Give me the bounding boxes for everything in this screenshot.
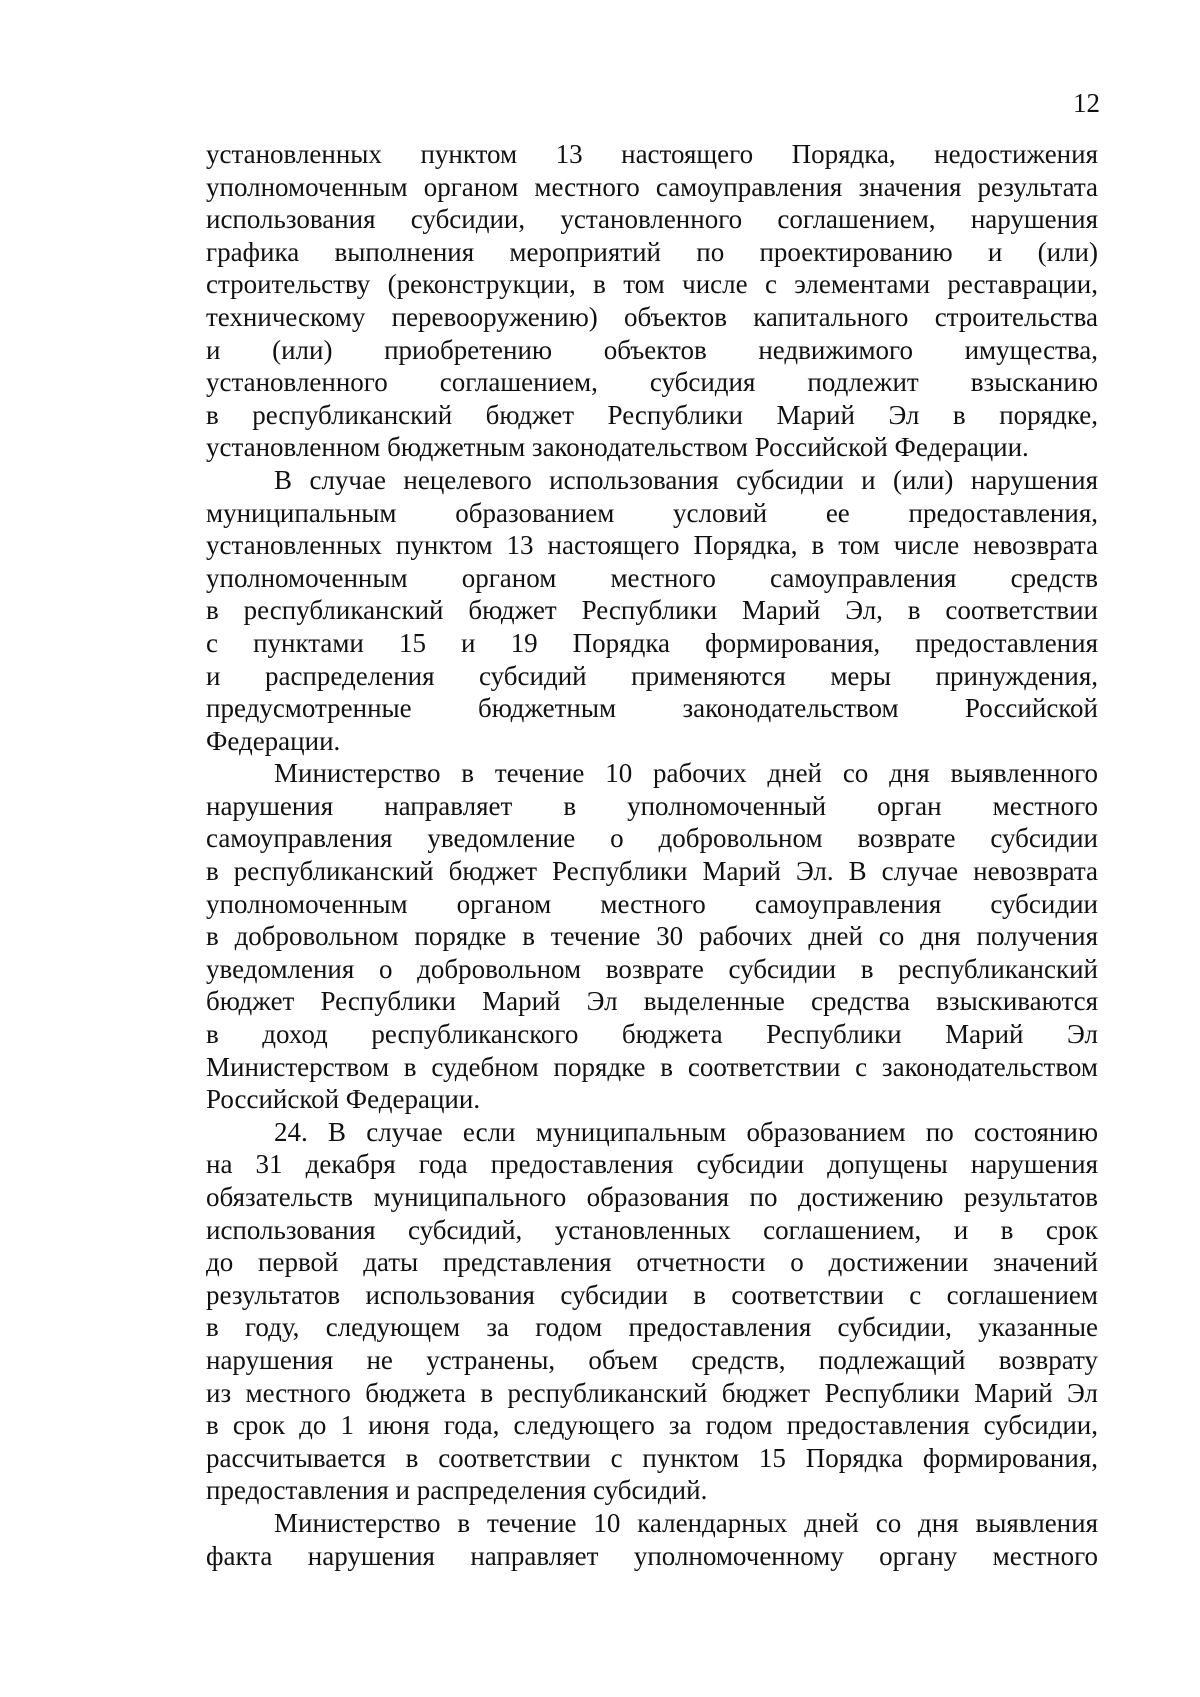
paragraph-line: техническому перевооружению) объектов капитального строительства — [206, 301, 1098, 332]
paragraph-line: Российской Федерации. — [206, 1084, 481, 1115]
paragraph-line: до первой даты представления отчетности о достижении значений — [206, 1247, 1098, 1278]
paragraph — [206, 1116, 1098, 1507]
paragraph-line: строительству (реконструкции, в том числе с элементами реставрации, — [206, 269, 1098, 300]
paragraph — [206, 1507, 1098, 1572]
paragraph-line: в республиканский бюджет Республики Марий Эл. В случае невозврата — [206, 856, 1098, 887]
paragraph-line: и распределения субсидий применяются меры принуждения, — [206, 660, 1098, 691]
paragraph-line: в добровольном порядке в течение 30 рабочих дней со дня получения — [206, 921, 1098, 952]
paragraph-line: в республиканский бюджет Республики Марий Эл, в соответствии — [206, 595, 1098, 626]
paragraph-line: муниципальным образованием условий ее предоставления, — [206, 497, 1098, 528]
paragraph-line: нарушения не устранены, объем средств, подлежащий возврату — [206, 1344, 1098, 1375]
paragraph — [206, 464, 1098, 757]
paragraph-line: установленных пунктом 13 настоящего Порядка, недостижения — [206, 139, 1098, 169]
paragraph-line: уведомления о добровольном возврате субсидии в республиканский — [206, 953, 1098, 984]
paragraph-line: обязательств муниципального образования по достижению результатов — [206, 1182, 1098, 1212]
paragraph-line: нарушения направляет в уполномоченный орган местного — [206, 790, 1098, 821]
paragraph-line: уполномоченным органом местного самоуправления средств — [206, 562, 1098, 593]
paragraph-line: установленных пунктом 13 настоящего Порядка, в том числе невозврата — [206, 530, 1098, 561]
paragraph-line: на 31 декабря года предоставления субсидии допущены нарушения — [206, 1149, 1098, 1180]
paragraph-line: использования субсидий, установленных соглашением, и в срок — [206, 1214, 1098, 1245]
paragraph-line: установленном бюджетным законодательством Российской Федерации. — [206, 432, 1029, 463]
paragraph-line: рассчитывается в соответствии с пунктом 15 Порядка формирования, — [206, 1442, 1098, 1473]
paragraph-line: Министерство в течение 10 рабочих дней со дня выявленного — [274, 758, 1098, 789]
paragraph-line: в году, следующем за годом предоставления субсидии, указанные — [206, 1312, 1098, 1343]
paragraph-line: с пунктами 15 и 19 Порядка формирования, предоставления — [206, 627, 1098, 658]
document-body — [206, 138, 1098, 1572]
paragraph-line: результатов использования субсидии в соответствии с соглашением — [206, 1279, 1098, 1310]
paragraph-line: из местного бюджета в республиканский бюджет Республики Марий Эл — [206, 1377, 1098, 1408]
paragraph-line: уполномоченным органом местного самоуправления субсидии — [206, 888, 1098, 919]
paragraph-line: факта нарушения направляет уполномоченному органу местного — [206, 1540, 1098, 1571]
paragraph-line: самоуправления уведомление о добровольном возврате субсидии — [206, 823, 1098, 854]
paragraph-line: В случае нецелевого использования субсидии и (или) нарушения — [274, 464, 1098, 495]
paragraph-line: Министерством в судебном порядке в соответствии с законодательством — [206, 1051, 1098, 1082]
paragraph-line: Федерации. — [206, 725, 341, 756]
page-number: 12 — [1073, 88, 1100, 118]
paragraph-line: уполномоченным органом местного самоуправления значения результата — [206, 171, 1098, 202]
paragraph-line: в срок до 1 июня года, следующего за годом предоставления субсидии, — [206, 1410, 1098, 1441]
paragraph-line: 24. В случае если муниципальным образованием по состоянию — [274, 1116, 1098, 1147]
paragraph-line: установленного соглашением, субсидия подлежит взысканию — [206, 367, 1098, 398]
paragraph-line: и (или) приобретению объектов недвижимого имущества, — [206, 334, 1098, 365]
paragraph-line: графика выполнения мероприятий по проектированию и (или) — [206, 236, 1098, 267]
paragraph-line: предусмотренные бюджетным законодательством Российской — [206, 693, 1098, 724]
paragraph-line: предоставления и распределения субсидий. — [206, 1475, 708, 1506]
paragraph-line: бюджет Республики Марий Эл выделенные средства взыскиваются — [206, 986, 1098, 1017]
paragraph — [206, 138, 1098, 464]
paragraph — [206, 757, 1098, 1116]
paragraph-line: использования субсидии, установленного соглашением, нарушения — [206, 204, 1098, 235]
paragraph-line: в доход республиканского бюджета Республики Марий Эл — [206, 1019, 1098, 1050]
paragraph-line: Министерство в течение 10 календарных дней со дня выявления — [274, 1507, 1098, 1538]
paragraph-line: в республиканский бюджет Республики Марий Эл в порядке, — [206, 399, 1098, 430]
